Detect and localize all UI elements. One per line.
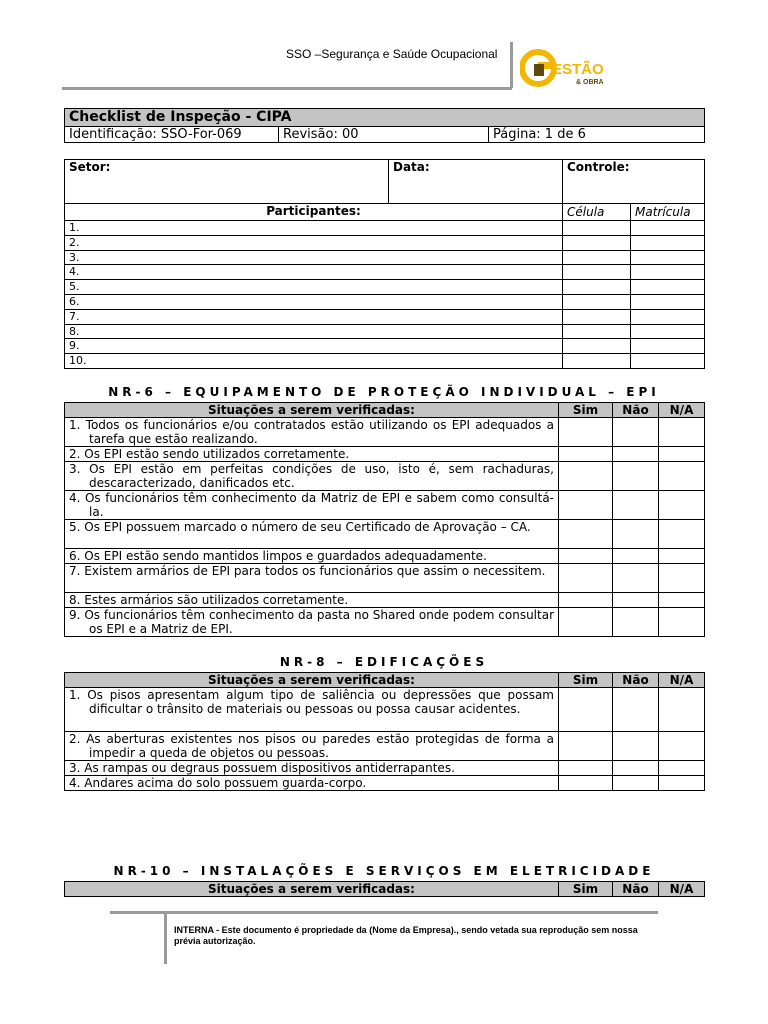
participant-celula-cell[interactable] [563, 280, 631, 295]
sim-header: Sim [559, 403, 613, 418]
nao-checkbox-cell[interactable] [613, 447, 659, 462]
checklist-item-row [65, 462, 705, 491]
checklist-item-text: 7. Existem armários de EPI para todos os funcionários que assim o necessitem. [65, 564, 559, 593]
participant-name-cell[interactable]: 4. [65, 265, 563, 280]
participant-name-cell[interactable]: 7. [65, 309, 563, 324]
participant-matricula-cell[interactable] [631, 221, 705, 236]
sim-checkbox-cell[interactable] [559, 447, 613, 462]
na-checkbox-cell[interactable] [659, 761, 705, 776]
checklist-item-text: 2. As aberturas existentes nos pisos ou paredes estão protegidas de forma a impedir a queda de objetos ou pessoas. [65, 732, 559, 761]
nao-checkbox-cell[interactable] [613, 593, 659, 608]
checklist-item-text: 4. Os funcionários têm conhecimento da Matriz de EPI e sabem como consultá-la. [65, 491, 559, 520]
footer-vertical-divider [164, 912, 167, 964]
sim-checkbox-cell[interactable] [559, 549, 613, 564]
sim-checkbox-cell[interactable] [559, 608, 613, 637]
participant-row [65, 324, 705, 339]
nao-checkbox-cell[interactable] [613, 761, 659, 776]
participant-matricula-cell[interactable] [631, 250, 705, 265]
checklist-item-text: 8. Estes armários são utilizados corretamente. [65, 593, 559, 608]
participant-name-cell[interactable]: 2. [65, 235, 563, 250]
na-header: N/A [659, 403, 705, 418]
participant-name-cell[interactable]: 8. [65, 324, 563, 339]
na-checkbox-cell[interactable] [659, 732, 705, 761]
footer-confidentiality-notice: INTERNA - Este documento é propriedade da (Nome da Empresa)., sendo vetada sua reprodução sem nossa prévia autorização. [174, 925, 638, 946]
checklist-item-row [65, 564, 705, 593]
header-vertical-divider [510, 42, 513, 88]
logo-wordmark: ESTÃO [552, 61, 604, 78]
participant-matricula-cell[interactable] [631, 309, 705, 324]
na-checkbox-cell[interactable] [659, 549, 705, 564]
section-title-nr8: NR-8 – EDIFICAÇÕES [279, 655, 489, 669]
participant-name-cell[interactable]: 3. [65, 250, 563, 265]
participant-celula-cell[interactable] [563, 309, 631, 324]
checklist-item-row [65, 491, 705, 520]
document-page-number: Página: 1 de 6 [489, 127, 705, 143]
participant-celula-cell[interactable] [563, 294, 631, 309]
nao-header: Não [613, 882, 659, 897]
participant-name-cell[interactable]: 10. [65, 354, 563, 369]
participant-matricula-cell[interactable] [631, 354, 705, 369]
participant-row [65, 309, 705, 324]
checklist-item-text: 3. Os EPI estão em perfeitas condições de uso, isto é, sem rachaduras, descaracterizado, danificados etc. [65, 462, 559, 491]
data-field[interactable]: Data: [389, 160, 563, 204]
na-checkbox-cell[interactable] [659, 776, 705, 791]
sim-checkbox-cell[interactable] [559, 418, 613, 447]
sim-header: Sim [559, 882, 613, 897]
checklist-item-text: 4. Andares acima do solo possuem guarda-corpo. [65, 776, 559, 791]
nao-checkbox-cell[interactable] [613, 520, 659, 549]
sim-checkbox-cell[interactable] [559, 732, 613, 761]
participant-name-cell[interactable]: 5. [65, 280, 563, 295]
participant-matricula-cell[interactable] [631, 339, 705, 354]
na-checkbox-cell[interactable] [659, 608, 705, 637]
checklist-item-text: 5. Os EPI possuem marcado o número de seu Certificado de Aprovação – CA. [65, 520, 559, 549]
na-checkbox-cell[interactable] [659, 688, 705, 732]
participant-matricula-cell[interactable] [631, 235, 705, 250]
nao-checkbox-cell[interactable] [613, 564, 659, 593]
nao-checkbox-cell[interactable] [613, 732, 659, 761]
celula-header: Célula [563, 204, 631, 221]
participant-matricula-cell[interactable] [631, 280, 705, 295]
sim-checkbox-cell[interactable] [559, 491, 613, 520]
setor-field[interactable]: Setor: [65, 160, 389, 204]
participant-matricula-cell[interactable] [631, 324, 705, 339]
nao-checkbox-cell[interactable] [613, 776, 659, 791]
participant-row [65, 235, 705, 250]
participants-header: Participantes: [65, 204, 563, 221]
participant-celula-cell[interactable] [563, 221, 631, 236]
sim-checkbox-cell[interactable] [559, 520, 613, 549]
sim-checkbox-cell[interactable] [559, 761, 613, 776]
participant-matricula-cell[interactable] [631, 265, 705, 280]
nao-header: Não [613, 673, 659, 688]
checklist-item-row [65, 608, 705, 637]
na-checkbox-cell[interactable] [659, 520, 705, 549]
sim-checkbox-cell[interactable] [559, 593, 613, 608]
participants-table [64, 159, 705, 369]
nao-header: Não [613, 403, 659, 418]
section-title-nr10: NR-10 – INSTALAÇÕES E SERVIÇOS EM ELETRICIDADE [113, 864, 655, 878]
document-id-table [64, 108, 705, 143]
logo-subtext: & OBRA [576, 79, 604, 86]
section-title-nr6: NR-6 – EQUIPAMENTO DE PROTEÇÃO INDIVIDUAL – EPI [108, 385, 660, 399]
na-checkbox-cell[interactable] [659, 462, 705, 491]
participant-row [65, 265, 705, 280]
situacoes-header: Situações a serem verificadas: [65, 403, 559, 418]
na-checkbox-cell[interactable] [659, 564, 705, 593]
participant-row [65, 280, 705, 295]
checklist-item-text: 3. As rampas ou degraus possuem dispositivos antiderrapantes. [65, 761, 559, 776]
nao-checkbox-cell[interactable] [613, 418, 659, 447]
participant-row [65, 339, 705, 354]
participant-celula-cell[interactable] [563, 265, 631, 280]
header-divider [62, 87, 512, 90]
sim-header: Sim [559, 673, 613, 688]
checklist-item-text: 6. Os EPI estão sendo mantidos limpos e guardados adequadamente. [65, 549, 559, 564]
checklist-item-row [65, 520, 705, 549]
sim-checkbox-cell[interactable] [559, 564, 613, 593]
participant-celula-cell[interactable] [563, 250, 631, 265]
participant-name-cell[interactable]: 6. [65, 294, 563, 309]
na-header: N/A [659, 882, 705, 897]
document-title: Checklist de Inspeção - CIPA [65, 109, 705, 127]
checklist-item-text: 2. Os EPI estão sendo utilizados corretamente. [65, 447, 559, 462]
participant-celula-cell[interactable] [563, 324, 631, 339]
na-checkbox-cell[interactable] [659, 447, 705, 462]
checklist-item-row [65, 761, 705, 776]
participant-name-cell[interactable]: 1. [65, 221, 563, 236]
checklist-item-text: 1. Os pisos apresentam algum tipo de saliência ou depressões que possam dificultar o trânsito de materiais ou pessoas ou possa causar acidentes. [65, 688, 559, 732]
matricula-header: Matrícula [631, 204, 705, 221]
checklist-item-row [65, 593, 705, 608]
nao-checkbox-cell[interactable] [613, 491, 659, 520]
participant-celula-cell[interactable] [563, 354, 631, 369]
checklist-table-nr10 [64, 881, 705, 897]
controle-field[interactable]: Controle: [563, 160, 705, 204]
document-revision: Revisão: 00 [279, 127, 489, 143]
checklist-item-row [65, 688, 705, 732]
na-checkbox-cell[interactable] [659, 491, 705, 520]
participant-row [65, 250, 705, 265]
nao-checkbox-cell[interactable] [613, 462, 659, 491]
footer-divider [110, 911, 658, 914]
sim-checkbox-cell[interactable] [559, 776, 613, 791]
checklist-table-nr8 [64, 672, 705, 791]
header-title: SSO –Segurança e Saúde Ocupacional [286, 47, 498, 61]
participant-row [65, 294, 705, 309]
participant-row [65, 354, 705, 369]
na-header: N/A [659, 673, 705, 688]
situacoes-header: Situações a serem verificadas: [65, 882, 559, 897]
checklist-header-row [65, 403, 705, 418]
checklist-header-row [65, 882, 705, 897]
participant-row [65, 221, 705, 236]
checklist-item-text: 9. Os funcionários têm conhecimento da pasta no Shared onde podem consultar os EPI e a Matriz de EPI. [65, 608, 559, 637]
participant-matricula-cell[interactable] [631, 294, 705, 309]
checklist-item-row [65, 732, 705, 761]
checklist-item-row [65, 418, 705, 447]
checklist-item-row [65, 549, 705, 564]
sim-checkbox-cell[interactable] [559, 688, 613, 732]
company-logo [520, 46, 612, 90]
checklist-header-row [65, 673, 705, 688]
participant-name-cell[interactable]: 9. [65, 339, 563, 354]
checklist-table-nr6 [64, 402, 705, 637]
document-identification: Identificação: SSO-For-069 [65, 127, 279, 143]
situacoes-header: Situações a serem verificadas: [65, 673, 559, 688]
nao-checkbox-cell[interactable] [613, 549, 659, 564]
checklist-item-text: 1. Todos os funcionários e/ou contratados estão utilizando os EPI adequados a tarefa que estão realizando. [65, 418, 559, 447]
participant-celula-cell[interactable] [563, 235, 631, 250]
checklist-item-row [65, 776, 705, 791]
nao-checkbox-cell[interactable] [613, 608, 659, 637]
nao-checkbox-cell[interactable] [613, 688, 659, 732]
checklist-item-row [65, 447, 705, 462]
na-checkbox-cell[interactable] [659, 418, 705, 447]
na-checkbox-cell[interactable] [659, 593, 705, 608]
participant-celula-cell[interactable] [563, 339, 631, 354]
sim-checkbox-cell[interactable] [559, 462, 613, 491]
